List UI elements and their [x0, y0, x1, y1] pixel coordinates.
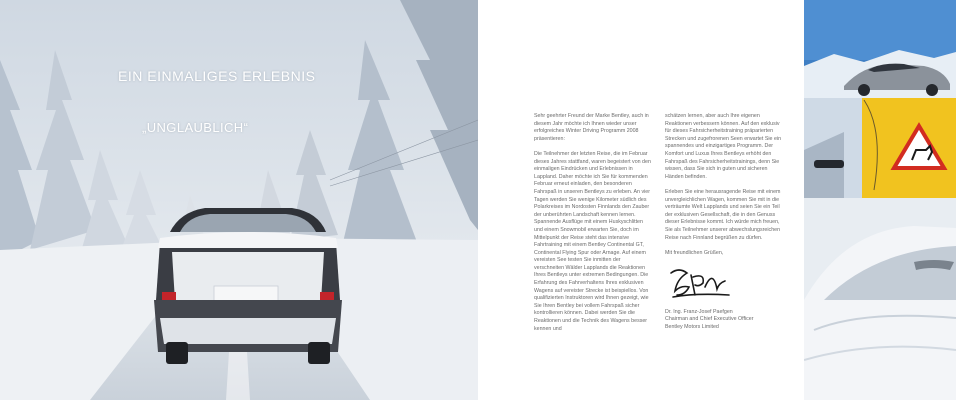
- signer-title: Chairman and Chief Executive Officer: [665, 316, 754, 323]
- signer-company: Bentley Motors Limited: [665, 324, 719, 331]
- letter-page: [478, 0, 804, 400]
- headline: EIN EINMALIGES ERLEBNIS: [118, 68, 316, 84]
- letter-paragraph: Erleben Sie eine herausragende Reise mit einem unvergleichlichen Wagen, kommen Sie mit in die verträumte Welt Lapplands und seien Sie ein Teil der exklusiven Gesellschaft, die in den Genuss dieser Erlebnisse kommt. Ich würde mich freuen, Sie als Teilnehmer unserer abwechslungsreichen Reise nach Finnland begrüßen zu dürfen.: [665, 188, 781, 241]
- signer-name: Dr. Ing. Franz-Josef Paefgen: [665, 308, 733, 315]
- photo-strip-images: [804, 0, 956, 400]
- quote-heading: „UNGLAUBLICH“: [142, 120, 249, 135]
- signature-image: [665, 265, 735, 301]
- letter-paragraph: Sehr geehrter Freund der Marke Bentley, auch in diesem Jahr möchte ich Ihnen wieder unser erfolgreiches Winter Driving Programm 2008 präsentieren:: [534, 113, 649, 142]
- reindeer-sign-photo: [804, 98, 956, 198]
- letter-column-right: [665, 113, 785, 332]
- signer-block: [665, 309, 785, 332]
- car-rear-illustration: [154, 208, 342, 364]
- letter-paragraph: Die Teilnehmer der letzten Reise, die im Februar dieses Jahres stattfand, waren begeistert von den einmaligen Eindrücken und Erlebnissen in Lappland. Daher möchte ich Sie für kommenden Februar erneut einladen, den besonderen Fahrspaß in unseren Bentleys zu erleben. An vier Tagen werden Sie wenige Kilometer südlich des Polarkreises im Nordosten Finnlands den Zauber der unberührten Landschaft kennen lernen. Spannende Ausflüge mit einem Huskyschlitten und einem Snowmobil erwarten Sie, doch im Mittelpunkt der Reise steht das intensive Fahrtraining mit einem Bentley Continental GT, Continental Flying Spur oder Arnage. Auf einem vereisten See testen Sie inmitten der verschneiten Wälder Lapplands die Reaktionen Ihres Bentleys unter extremen Bedingungen. Die Erfahrung des Fahrverhaltens Ihres exklusiven Wagens auf vereister Strecke ist beispiellos. Von qualifizierten Instruktoren wird Ihnen gezeigt, wie Sie Ihren Bentley bei vollem Fahrspaß sicher kontrollieren können. Dabei werden Sie die Reaktionen und die Technik des Wagens besser kennen und: [534, 150, 651, 332]
- letter-column-left: [534, 113, 652, 341]
- coupe-snow-photo: [804, 0, 956, 98]
- letter-closing: Mit freundlichen Grüßen,: [665, 249, 724, 256]
- letter-paragraph: schätzen lernen, aber auch Ihre eigenen Reaktionen verbessern können. Auf den exklusiv für dieses Fahrsicherheitstraining präparierten Strecken und zugefrorenen Seen erwartet Sie ein spannendes und einzigartiges Programm. Der Komfort und Luxus Ihres Bentleys erhöht den Fahrspaß des Fahrsicherheitstrainings, denn Sie wissen, dass Sie sich in guten und sicheren Händen befinden.: [665, 113, 782, 180]
- photo-strip: [804, 0, 956, 400]
- snowy-car-closeup-photo: [804, 198, 956, 400]
